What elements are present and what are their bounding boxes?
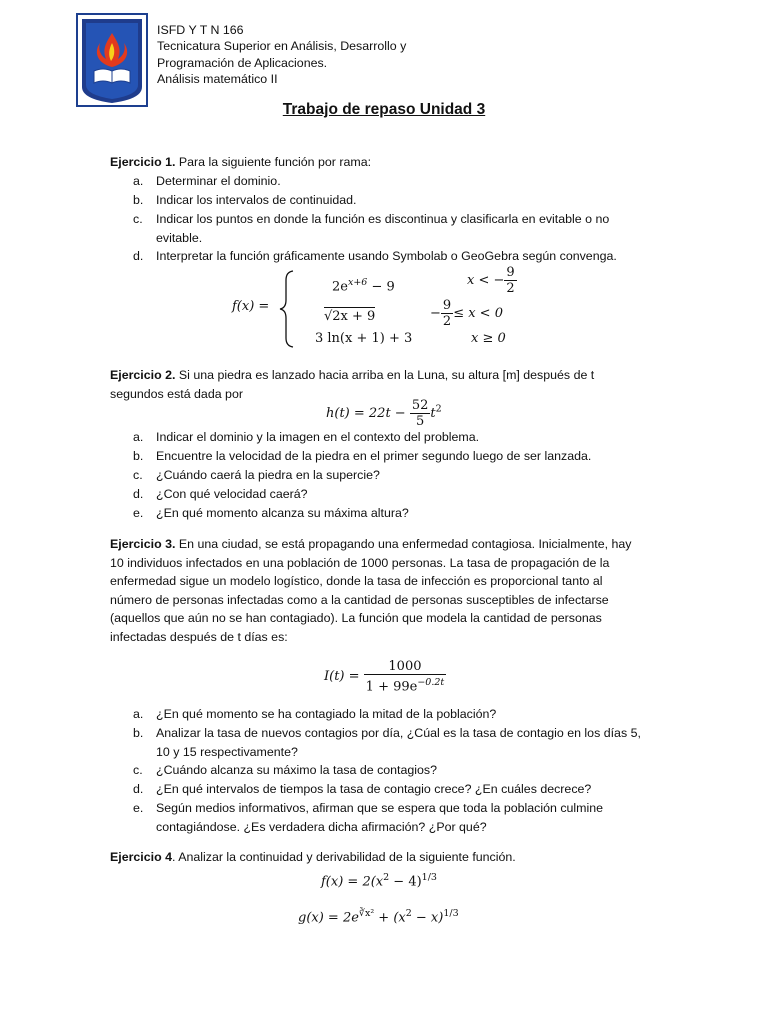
ex3-line: En una ciudad, se está propagando una enfermedad contagiosa. Inicialmente, hay [175,537,632,551]
ex2-item-text: Encuentre la velocidad de la piedra en el primer segundo luego de ser lanzada. [156,449,592,463]
ex1-item-letter: d. [133,249,144,263]
i-den-base: 1 + 99e [365,679,418,695]
piecewise-lhs-text: f(x) = [232,299,270,314]
ex3-logistic-formula [324,659,446,694]
ex2-label: Ejercicio 2. [110,368,176,382]
ex2-item-text: ¿Con qué velocidad caerá? [156,487,308,501]
fraction-numerator: 1000 [364,659,447,675]
ex3-item-text: ¿Cuándo alcanza su máximo la tasa de contagios? [156,763,438,777]
ex1-intro-text: Para la siguiente función por rama: [175,155,372,169]
ex1-item-text: Indicar los intervalos de continuidad. [156,193,357,207]
h-variable: t [430,406,436,421]
ex4-g-formula [298,905,459,928]
ex3-item-letter: b. [133,726,144,740]
piece3-condition [471,330,506,349]
piece1-cond-fraction [504,265,516,296]
ex4-f-formula [321,869,437,892]
fraction-numerator: 9 [442,298,452,313]
fraction-numerator: 9 [506,265,515,280]
g-exponent: ∛x² [358,908,375,919]
ex2-height-formula [326,398,442,429]
g-square: 2 [405,908,412,919]
piece3-expr-text: 3 ln(x + 1) + 3 [315,331,413,346]
ex1-item-letter: b. [133,193,144,207]
piece1-rest: − 9 [367,279,395,295]
ex1-intro [110,153,655,172]
ex3-line: 10 individuos infectados en una población de 1000 personas. La tasa de propagación de la [110,555,610,570]
piecewise-lhs [232,298,269,317]
course-line-2: Programación de Aplicaciones. [157,55,328,70]
ex2-item-text: ¿Cuándo caerá la piedra en la supercie? [156,468,380,482]
ex2-item-letter: c. [133,468,143,482]
course-line-1: Tecnicatura Superior en Análisis, Desarrollo y [157,39,407,54]
ex3-item-letter: a. [133,707,144,721]
ex3-item-letter: e. [133,801,144,815]
ex2-intro-line1: Si una piedra es lanzado hacia arriba en la Luna, su altura [m] después de t [175,368,595,382]
piece1-base: 2e [332,279,348,295]
fraction-denominator: 2 [442,314,452,329]
f-exponent: 1/3 [421,872,437,883]
ex1-item-text: Determinar el dominio. [156,174,281,188]
ex2-item-letter: b. [133,449,144,463]
fraction-denominator [364,675,447,694]
f-square: 2 [383,872,390,883]
i-lhs: I(t) = [324,669,360,685]
ex3-line: enfermedad sigue un modelo logístico, donde la tasa de infección es proporcional tanto al [110,574,603,589]
f-mid: − 4) [389,874,422,890]
h-fraction [410,398,431,429]
fraction-denominator: 2 [506,281,515,296]
piece1-condition [467,265,517,296]
page-title: Trabajo de repaso Unidad 3 [282,101,486,118]
ex3-item-text: Según medios informativos, afirman que se espera que toda la población culmine contagiándose. ¿Es verdadera dicha afirmación? ¿Por qué? [156,801,604,834]
institution-name: ISFD Y T N 166 [157,23,244,37]
piece2-condition [430,298,503,329]
ex3-item-letter: c. [133,763,143,777]
ex2-item-letter: d. [133,487,144,501]
h-lhs: h(t) = 22t − [326,406,406,421]
ex2-item-letter: a. [133,430,144,444]
ex3-item-text: ¿En qué intervalos de tiempos la tasa de contagio crece? ¿En cuáles decrece? [156,782,592,796]
piece2-cond-pre: − [430,306,441,321]
piecewise-brace [279,270,295,348]
g-mid: + (x [374,910,406,926]
ex3-item-text: Analizar la tasa de nuevos contagios por día, ¿Cúal es la tasa de contagio en los días 5, 10 y 15 respectivamente? [156,726,641,759]
i-den-exponent: −0.2t [417,677,445,688]
ex1-item-text: Interpretar la función gráficamente usando Symbolab o GeoGebra según convenga. [156,249,617,263]
f-base: f(x) = 2(x [321,874,384,890]
ex3-line: infectadas después de t días es: [110,629,288,644]
fraction-denominator: 5 [415,414,425,429]
ex1-label: Ejercicio 1. [110,155,176,169]
ex1-item-letter: a. [133,174,144,188]
i-fraction [364,659,447,694]
ex2-item-letter: e. [133,506,144,520]
piece1-cond-text: x < − [467,273,505,288]
subject-name: Análisis matemático II [157,71,278,86]
piece1-exponent: x+6 [347,277,368,288]
ex3-line: (aquellos que aún no se han contagiado). La función que modela la cantidad de personas [110,611,602,626]
ex4-intro-text: . Analizar la continuidad y derivabilidad de la siguiente función. [172,850,516,864]
h-exponent: 2 [435,403,442,415]
ex2-item-text: Indicar el dominio y la imagen en el contexto del problema. [156,430,480,444]
piece2-expr-text: √2x + 9 [324,309,376,324]
institution-header [157,22,406,87]
g-exponent2: 1/3 [443,908,459,919]
ex3-line: número de personas infectadas como a la cantidad de personas susceptibles de infectarse [110,592,609,607]
institution-logo [76,13,148,107]
piece1-expression [332,274,395,297]
piece2-cond-post: ≤ x < 0 [453,306,503,321]
ex3-item-letter: d. [133,782,144,796]
ex3-intro [110,535,655,647]
ex4-intro [110,848,655,867]
ex2-item-text: ¿En qué momento alcanza su máxima altura? [156,506,409,520]
ex3-label: Ejercicio 3. [110,537,176,551]
piece2-expression [324,308,375,327]
g-mid2: − x) [411,910,444,926]
ex3-item-text: ¿En qué momento se ha contagiado la mitad de la población? [156,707,497,721]
fraction-numerator: 52 [411,398,429,413]
ex2-intro-line2: segundos está dada por [110,386,243,401]
ex1-item-text: Indicar los puntos en donde la función es discontinua y clasificarla en evitable o no evitable. [156,212,610,245]
g-base: g(x) = 2e [298,910,359,926]
piece3-expression [315,330,412,349]
piece2-cond-fraction [441,298,453,329]
ex4-label: Ejercicio 4 [110,850,172,864]
ex1-item-letter: c. [133,212,143,226]
piece3-cond-text: x ≥ 0 [471,331,506,346]
